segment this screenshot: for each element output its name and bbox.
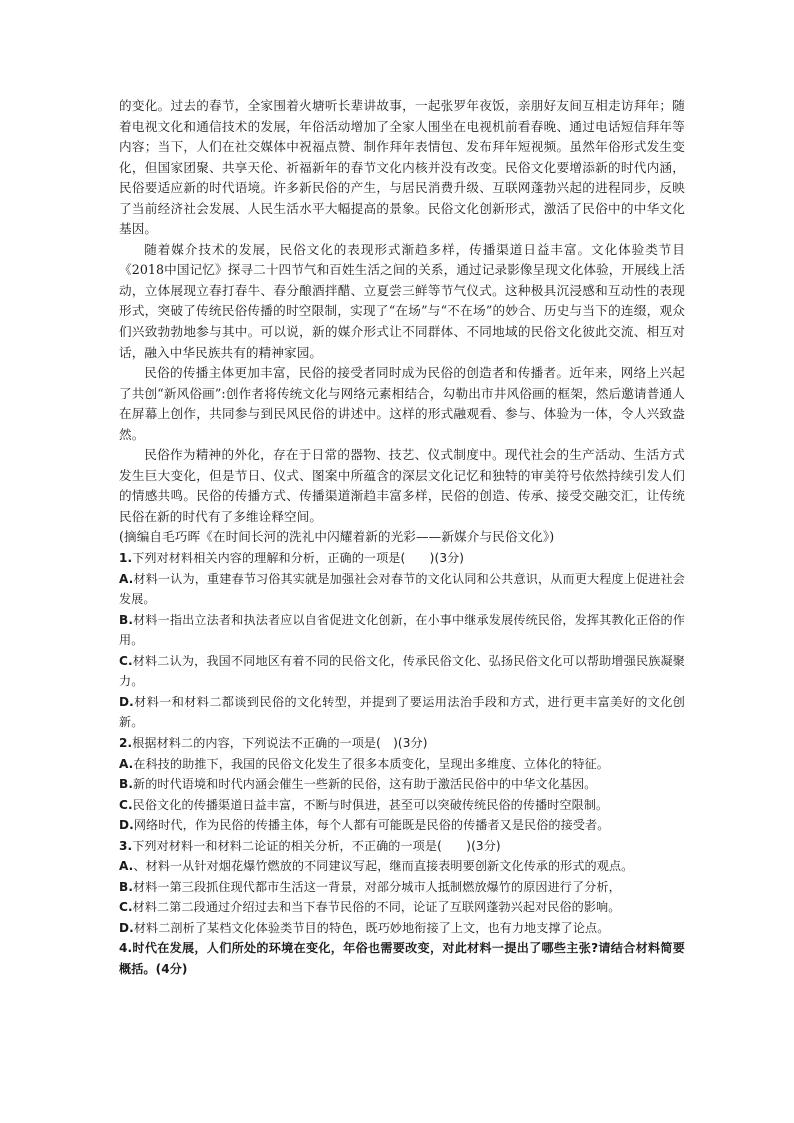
option-text: 材料一第三段抓住现代都市生活这一背景，对部分城市人抵制燃放爆竹的原因进行了分析，	[133, 879, 621, 894]
option-text: 新的时代语境和时代内涵会催生一些新的民俗，这有助于激活民俗中的中华文化基因。	[133, 777, 597, 792]
option-letter: B.	[119, 612, 134, 627]
question-number: 1.	[119, 551, 133, 566]
option-text: 材料一认为，重建春节习俗其实就是加强社会对春节的文化认同和公共意识，从而更大程度上促进社会发展。	[119, 571, 685, 607]
option-letter: A.	[119, 756, 134, 771]
question-2	[119, 733, 685, 836]
document-page	[119, 96, 685, 980]
option-text: 材料二第二段通过介绍过去和当下春节民俗的不同，论证了互联网蓬勃兴起对民俗的影响。	[132, 900, 621, 915]
question-text: 根据材料二的内容，下列说法不正确的一项是( )(3分)	[132, 735, 428, 750]
option-letter: C.	[119, 900, 133, 915]
paragraph-2: 随着媒介技术的发展，民俗文化的表现形式渐趋多样，传播渠道日益丰富。文化体验类节目《2018中国记忆》探寻二十四节气和百姓生活之间的关系，通过记录影像呈现文化体验，开展线上活动，立体展现立春打春牛、春分酿酒拌醋、立夏尝三鲜等节气仪式。这种极具沉浸感和互动性的表现形式，突破了传统民俗传播的时空限制，实现了“在场”与“不在场”的妙合、历史与当下的连缀，观众们兴致勃勃地参与其中。可以说，新的媒介形式让不同群体、不同地域的民俗文化彼此交流、相互对话，融入中华民族共有的精神家园。	[119, 241, 685, 360]
option-letter: B.	[119, 879, 134, 894]
option-letter: D.	[119, 920, 134, 935]
question-3-option-d	[119, 918, 685, 939]
question-1-option-b	[119, 610, 685, 651]
question-1	[119, 548, 685, 733]
question-2-option-b	[119, 774, 685, 795]
option-letter: B.	[119, 777, 134, 792]
option-text: 材料二认为，我国不同地区有着不同的民俗文化，传承民俗文化、弘扬民俗文化可以帮助增强民族凝聚力。	[119, 653, 685, 689]
option-text: 在科技的助推下，我国的民俗文化发生了很多本质变化，呈现出多维度、立体化的特征。	[133, 756, 609, 771]
question-text: 时代在发展，人们所处的环境在变化，年俗也需要改变，对此材料一提出了哪些主张?请结合材料简要概括。(4分)	[119, 941, 685, 976]
option-text: 材料一和材料二都谈到民俗的文化转型，并提到了要运用法治手段和方式，进行更丰富美好的文化创新。	[119, 694, 685, 730]
question-number: 3.	[119, 838, 133, 853]
question-2-stem	[119, 733, 685, 754]
question-3-stem	[119, 836, 685, 857]
option-text: 材料一指出立法者和执法者应以自省促进文化创新，在小事中继承发展传统民俗，发挥其教化正俗的作用。	[119, 612, 685, 648]
question-2-option-c	[119, 795, 685, 816]
option-text: 民俗文化的传播渠道日益丰富，不断与时俱进，甚至可以突破传统民俗的传播时空限制。	[132, 797, 609, 812]
option-letter: A.	[119, 571, 134, 586]
question-4	[119, 938, 685, 979]
question-1-stem	[119, 548, 685, 569]
question-1-option-d	[119, 692, 685, 733]
question-number: 4.	[119, 941, 133, 956]
option-letter: D.	[119, 694, 134, 709]
question-number: 2.	[119, 735, 133, 750]
question-1-option-a	[119, 569, 685, 610]
option-text: 网络时代，作为民俗的传播主体，每个人都有可能既是民俗的传播者又是民俗的接受者。	[133, 818, 610, 833]
option-text: 、材料一从针对烟花爆竹燃放的不同建议写起，继而直接表明要创新文化传承的形式的观点。	[133, 859, 634, 874]
source-citation: (摘编自毛巧晖《在时间长河的洗礼中闪耀着新的光彩——新媒介与民俗文化》)	[119, 529, 555, 545]
paragraph-4: 民俗作为精神的外化，存在于日常的器物、技艺、仪式制度中。现代社会的生产活动、生活方式发生巨大变化，但是节日、仪式、图案中所蕴含的深层文化记忆和独特的审美符号依然持续引发人们的情感共鸣。民俗的传播方式、传播渠道渐趋丰富多样，民俗的创造、传承、接受交融交汇，让传统民俗在新的时代有了多维诠释空间。	[119, 447, 685, 524]
question-4-stem	[119, 938, 685, 979]
option-letter: A.	[119, 859, 134, 874]
option-letter: C.	[119, 797, 133, 812]
question-3	[119, 836, 685, 939]
question-2-option-a	[119, 754, 685, 775]
question-1-option-c	[119, 651, 685, 692]
paragraph-1: 的变化。过去的春节，全家围着火塘听长辈讲故事，一起张罗年夜饭，亲朋好友间互相走访拜年；随着电视文化和通信技术的发展，年俗活动增加了全家人围坐在电视机前看春晚、通过电话短信拜年等内容；当下，人们在社交媒体中祝福点赞、制作拜年表情包、发布拜年短视频。虽然年俗形式发生变化，但国家团聚、共享天伦、祈福新年的春节文化内核并没有改变。民俗文化要增添新的时代内涵，民俗要适应新的时代语境。许多新民俗的产生，与居民消费升级、互联网蓬勃兴起的进程同步，反映了当前经济社会发展、人民生活水平大幅提高的景象。民俗文化创新形式，激活了民俗中的中华文化基因。	[119, 98, 685, 237]
question-3-option-c	[119, 897, 685, 918]
option-letter: D.	[119, 818, 134, 833]
question-text: 下列对材料一和材料二论证的相关分析，不正确的一项是( )(3分)	[132, 838, 501, 853]
question-2-option-d	[119, 815, 685, 836]
question-3-option-a	[119, 856, 685, 877]
question-text: 下列对材料相关内容的理解和分析，正确的一项是( )(3分)	[132, 551, 465, 566]
paragraph-3: 民俗的传播主体更加丰富，民俗的接受者同时成为民俗的创造者和传播者。近年来，网络上兴起了共创“新风俗画”:创作者将传统文化与网络元素相结合，勾勒出市井风俗画的框架，然后邀请普通人在屏幕上创作，共同参与到民风民俗的讲述中。这样的形式融观看、参与、体验为一体，令人兴致盎然。	[119, 365, 685, 442]
option-letter: C.	[119, 653, 133, 668]
question-3-option-b	[119, 877, 685, 898]
option-text: 材料二剖析了某档文化体验类节目的特色，既巧妙地衔接了上文，也有力地支撑了论点。	[133, 920, 610, 935]
